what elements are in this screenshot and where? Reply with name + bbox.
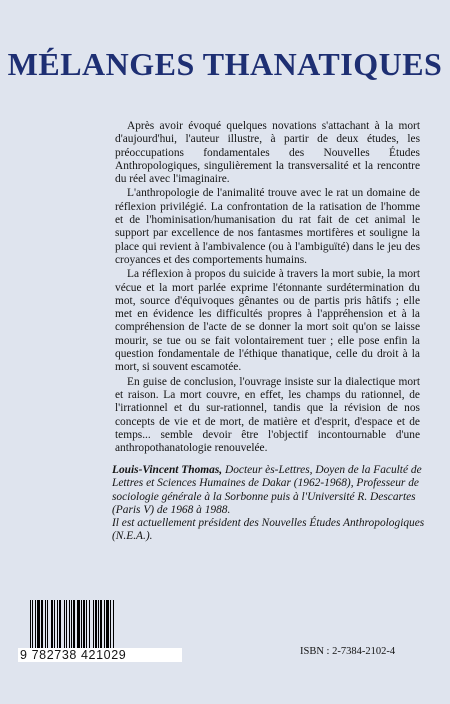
barcode-digits: 9 782738 421029 bbox=[18, 648, 182, 662]
barcode-bar bbox=[57, 600, 58, 650]
barcode-bars bbox=[30, 600, 154, 650]
barcode-bar bbox=[30, 600, 31, 650]
barcode-bar bbox=[71, 600, 72, 650]
barcode-bar bbox=[83, 600, 85, 650]
barcode-bar bbox=[77, 600, 80, 650]
book-title: MÉLANGES THANATIQUES bbox=[7, 46, 443, 82]
barcode-bar bbox=[54, 600, 55, 650]
barcode-bar bbox=[69, 600, 70, 650]
summary-paragraph: Après avoir évoqué quelques novations s'attachant à la mort d'aujourd'hui, l'auteur illustre, à partir de deux études, les préoccupations fondamentales des Nouvelles Études Anthropologiques, singulièrement la transversalité et la rencontre du réel avec l'imaginaire. bbox=[115, 120, 420, 186]
barcode-bar bbox=[95, 600, 97, 650]
barcode-bar bbox=[86, 600, 87, 650]
barcode-bar bbox=[32, 600, 33, 650]
barcode-bar bbox=[98, 600, 99, 650]
author-bio bbox=[112, 464, 428, 544]
barcode-bar bbox=[113, 600, 114, 650]
barcode-bar bbox=[66, 600, 67, 650]
summary-paragraph: En guise de conclusion, l'ouvrage insiste sur la dialectique mort et raison. La mort couvre, en effet, les champs du rationnel, de l'irrationnel et du sur-rationnel, tandis que la révision de nos concepts de vie et de mort, de matière et d'esprit, d'espace et de temps... semble devoir être l'objectif incontournable d'une anthropothanatologie renouvelée. bbox=[115, 375, 420, 455]
isbn-label: ISBN : 2-7384-2102-4 bbox=[300, 646, 396, 657]
author-credentials: Docteur ès-Lettres, Doyen de la Faculté de Lettres et Sciences Humaines de Dakar (1962-1968), Professeur de sociologie générale à la Sorbonne puis à l'Université R. Descartes (Paris V) de 1968 à 1988. bbox=[112, 464, 422, 516]
summary-paragraph: La réflexion à propos du suicide à travers la mort subie, la mort vécue et la mort parlée exprime l'étonnante surdétermination du mot, source d'équivoques gênantes ou de partis pris hâtifs ; elle met en évidence les difficultés propres à l'appréhension et à la compréhension de l'acte de se donner la mort soit qu'on se laisse mourir, se tue ou se fait volontairement tuer ; elle pose enfin la question fondamentale de l'éthique thanatique, celle du droit à la mort, si souvent escamotée. bbox=[115, 268, 420, 374]
barcode-bar bbox=[47, 600, 48, 650]
barcode-bar bbox=[100, 600, 102, 650]
barcode-bar bbox=[110, 600, 111, 650]
barcode-bar bbox=[35, 600, 36, 650]
barcode-bar bbox=[59, 600, 61, 650]
barcode bbox=[18, 600, 146, 662]
barcode-bar bbox=[81, 600, 82, 650]
barcode-bar bbox=[45, 600, 46, 650]
author-note: Il est actuellement président des Nouvelles Études Anthropologiques (N.E.A.). bbox=[112, 517, 425, 543]
author-bio-line bbox=[112, 464, 428, 517]
barcode-bar bbox=[73, 600, 75, 650]
barcode-bar bbox=[93, 600, 94, 650]
barcode-bar bbox=[51, 600, 53, 650]
barcode-bar bbox=[106, 600, 109, 650]
barcode-bar bbox=[37, 600, 40, 650]
author-name: Louis-Vincent Thomas, bbox=[112, 464, 223, 476]
barcode-bar bbox=[104, 600, 105, 650]
barcode-bar bbox=[64, 600, 65, 650]
summary-paragraph: L'anthropologie de l'animalité trouve avec le rat un domaine de réflexion privilégié. La confrontation de la ratisation de l'homme et de l'hominisation/humanisation du rat fait de cet animal le support par excellence de nos fantasmes mortifères et souligne la place qui revient à l'ambivalence (ou à l'ambiguïté) dans le jeu des croyances et des comportements humains. bbox=[115, 187, 420, 266]
barcode-bar bbox=[89, 600, 90, 650]
barcode-bar bbox=[41, 600, 43, 650]
summary-text bbox=[115, 120, 420, 456]
